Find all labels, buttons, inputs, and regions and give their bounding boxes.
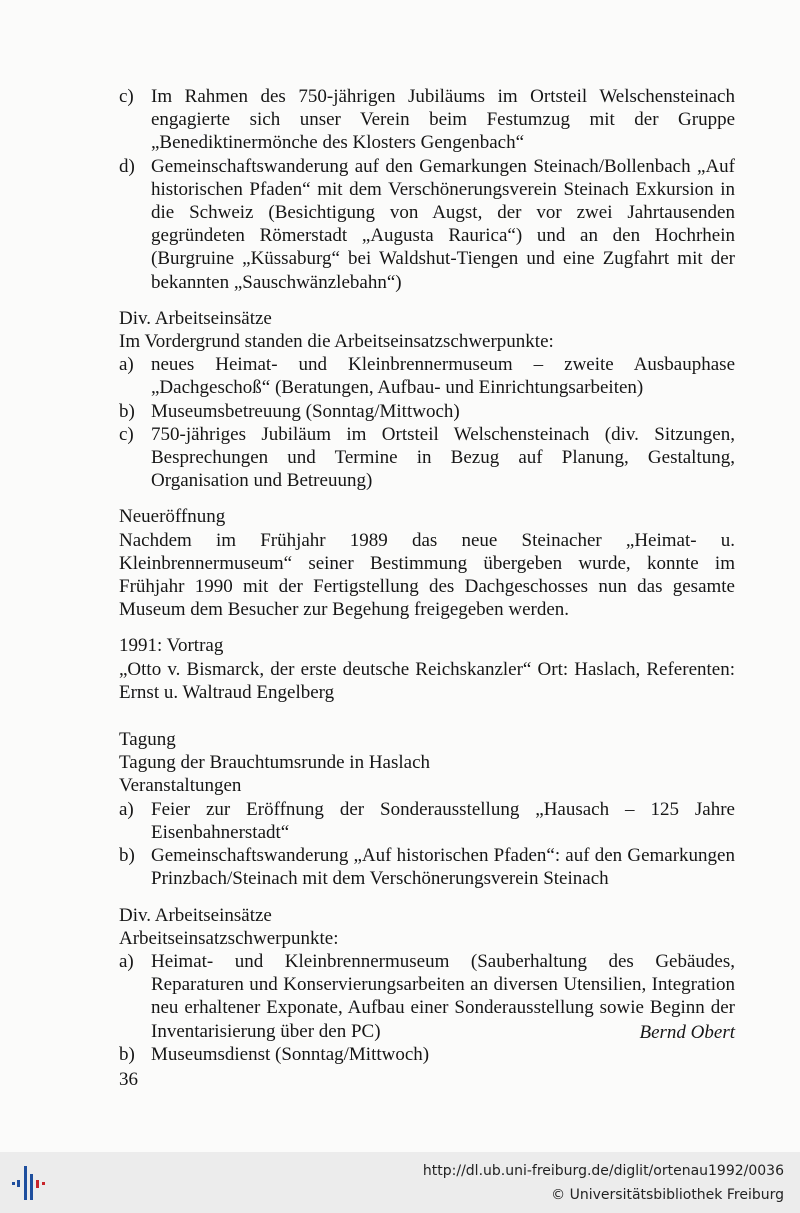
list-item — [119, 844, 735, 890]
list-label: b) — [119, 845, 135, 867]
list-item — [119, 423, 735, 493]
paragraph: Tagung der Brauchtumsrunde in Haslach — [119, 752, 431, 774]
list-item — [119, 155, 735, 294]
list-text: Gemeinschaftswanderung „Auf historischen Pfaden“: auf den Gemarkungen Prinzbach/Steinach mit dem Verschönerungsverein Steinach — [151, 845, 735, 890]
viewer-footer — [0, 1152, 800, 1213]
list-label: a) — [119, 950, 134, 972]
list-label: d) — [119, 155, 135, 177]
library-logo-icon — [10, 1162, 52, 1204]
list-text: Gemeinschaftswanderung auf den Gemarkungen Steinach/Bollenbach „Auf historischen Pfaden“ mit dem Verschönerungsverein Steinach Exkursion in die Schweiz (Besichtigung von Augst, der vor zwei Jahrtausenden gegründeten Römerstadt „Augusta Raurica“) und an den Hochrhein (Burgruine „Küssaburg“ bei Waldshut-Tiengen und eine Zugfahrt mit der bekannten „Sauschwänzlebahn“) — [151, 155, 735, 293]
section-heading: 1991: Vortrag — [119, 635, 224, 657]
list-label: b) — [119, 400, 135, 422]
source-url-link[interactable]: http://dl.ub.uni-freiburg.de/diglit/ortenau1992/0036 — [422, 1163, 784, 1179]
list-text: Museumsbetreuung (Sonntag/Mittwoch) — [151, 400, 460, 422]
list-text: Feier zur Eröffnung der Sonderausstellung „Hausach – 125 Jahre Eisenbahnerstadt“ — [151, 798, 735, 843]
list-text: Heimat- und Kleinbrennermuseum (Sauberhaltung des Gebäudes, Reparaturen und Konservierungsarbeiten an diversen Utensilien, Integration neu erhaltener Exponate, Aufbau einer Sonderausstellung sowie Beginn der Inventarisierung über den PC) — [151, 950, 735, 1042]
page-content — [119, 85, 735, 1066]
list-text: neues Heimat- und Kleinbrennermuseum – zweite Ausbauphase „Dachgeschoß“ (Beratungen, Aufbau- und Einrichtungsarbeiten) — [151, 354, 735, 399]
section-heading: Neueröffnung — [119, 506, 226, 528]
list-text: 750-jähriges Jubiläum im Ortsteil Welschensteinach (div. Sitzungen, Besprechungen und Termine in Bezug auf Planung, Gestaltung, Organisation und Betreuung) — [151, 423, 735, 492]
section-heading: Veranstaltungen — [119, 775, 242, 797]
section-intro: Im Vordergrund standen die Arbeitseinsatzschwerpunkte: — [119, 331, 554, 353]
list-item — [119, 400, 735, 423]
list-item — [119, 85, 735, 155]
list-item — [119, 798, 735, 844]
list-label: a) — [119, 798, 134, 820]
paragraph: „Otto v. Bismarck, der erste deutsche Reichskanzler“ Ort: Haslach, Referenten: Ernst u. Waltraud Engelberg — [119, 658, 735, 703]
list-text: Museumsdienst (Sonntag/Mittwoch) — [151, 1043, 430, 1065]
list-label: c) — [119, 423, 134, 445]
section-heading: Tagung — [119, 729, 176, 751]
section-heading: Div. Arbeitseinsätze — [119, 307, 272, 329]
section-heading: Div. Arbeitseinsätze — [119, 904, 272, 926]
author-signature: Bernd Obert — [639, 1022, 735, 1043]
list-text: Im Rahmen des 750-jährigen Jubiläums im Ortsteil Welschensteinach engagierte sich unser Verein beim Festumzug mit der Gruppe „Benediktinermönche des Klosters Gengenbach“ — [151, 86, 735, 154]
page-number: 36 — [119, 1069, 138, 1090]
list-label: a) — [119, 354, 134, 376]
paragraph: Nachdem im Frühjahr 1989 das neue Steinacher „Heimat- u. Kleinbrennermuseum“ seiner Bestimmung übergeben wurde, konnte im Frühjahr 1990 mit der Fertigstellung des Dachgeschosses nun das gesamte Museum dem Besucher zur Begehung freigegeben werden. — [119, 529, 735, 621]
section-intro: Arbeitseinsatzschwerpunkte: — [119, 927, 339, 949]
list-label: c) — [119, 86, 134, 107]
list-label: b) — [119, 1043, 135, 1065]
copyright-text: © Universitätsbibliothek Freiburg — [551, 1187, 784, 1203]
list-item — [119, 1043, 735, 1066]
list-item — [119, 353, 735, 399]
